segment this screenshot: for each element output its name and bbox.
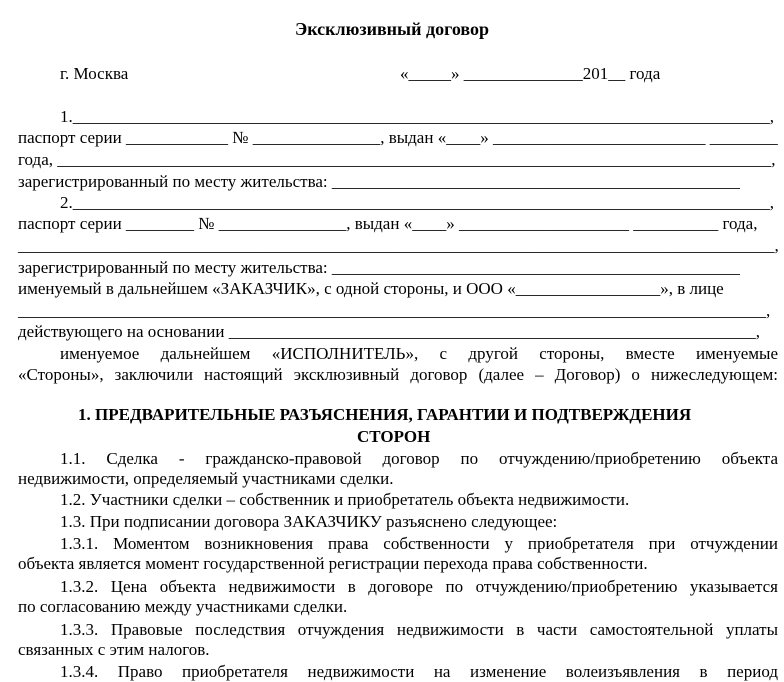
clause-1-3-1-cont: объекта является момент государственной регистрации перехода права собственности. xyxy=(18,554,648,573)
clause-1-3-4: 1.3.4. Право приобретателя недвижимости на изменение волеизъявления в период xyxy=(60,662,778,681)
clause-1-1-cont: недвижимости, определяемый участниками сделки. xyxy=(18,469,394,488)
clause-1-3: 1.3. При подписании договора ЗАКАЗЧИКУ разъяснено следующее: xyxy=(60,512,558,531)
clause-1-2: 1.2. Участники сделки – собственник и приобретатель объекта недвижимости. xyxy=(60,490,630,509)
place: г. Москва xyxy=(60,64,129,83)
clause-1-1: 1.1. Сделка - гражданско-правовой договор по отчуждению/приобретению объекта xyxy=(60,449,778,468)
clause-1-3-3: 1.3.3. Правовые последствия отчуждения недвижимости в части самостоятельной уплаты xyxy=(60,620,778,639)
clause-1-3-2-cont: по согласованию между участниками сделки. xyxy=(18,597,348,616)
party1-line: 1.__________________________________________________________________________________, xyxy=(60,107,774,126)
section1-heading-cont: СТОРОН xyxy=(357,427,431,446)
customer-named: именуемый в дальнейшем «ЗАКАЗЧИК», с одной стороны, и ООО «_________________», в лице xyxy=(18,279,724,298)
party2-blank: _________________________________________________________________________________________, xyxy=(18,236,779,255)
clause-1-3-3-cont: связанных с этим налогов. xyxy=(18,640,210,659)
representative-blank: ________________________________________________________________________________________, xyxy=(18,301,771,320)
section1-heading: 1. ПРЕДВАРИТЕЛЬНЫЕ РАЗЪЯСНЕНИЯ, ГАРАНТИИ И ПОДТВЕРЖДЕНИЯ xyxy=(78,405,692,424)
preamble-line-1: именуемое дальнейшем «ИСПОЛНИТЕЛЬ», с другой стороны, вместе именуемые xyxy=(60,344,778,363)
party1-passport: паспорт серии ____________ № _______________, выдан «____» _________________________ ________ xyxy=(18,128,778,147)
date-line: «_____» ______________201__ года xyxy=(400,64,661,83)
party1-year: года, ____________________________________________________________________________________, xyxy=(18,150,776,169)
party2-passport: паспорт серии ________ № _______________, выдан «____» ____________________ __________ года, xyxy=(18,214,758,233)
party1-registered: зарегистрированный по месту жительства: ________________________________________________ xyxy=(18,172,740,191)
clause-1-3-2: 1.3.2. Цена объекта недвижимости в договоре по отчуждению/приобретению указывается xyxy=(60,577,778,596)
party2-registered: зарегистрированный по месту жительства: ________________________________________________ xyxy=(18,258,740,277)
basis-line: действующего на основании ______________________________________________________________, xyxy=(18,322,760,341)
clause-1-3-1: 1.3.1. Моментом возникновения права собственности у приобретателя при отчуждении xyxy=(60,534,778,553)
document-title: Эксклюзивный договор xyxy=(295,19,489,39)
preamble-line-2: «Стороны», заключили настоящий эксклюзивный договор (далее – Договор) о нижеследующем: xyxy=(18,365,778,384)
party2-line: 2.__________________________________________________________________________________, xyxy=(60,193,774,212)
